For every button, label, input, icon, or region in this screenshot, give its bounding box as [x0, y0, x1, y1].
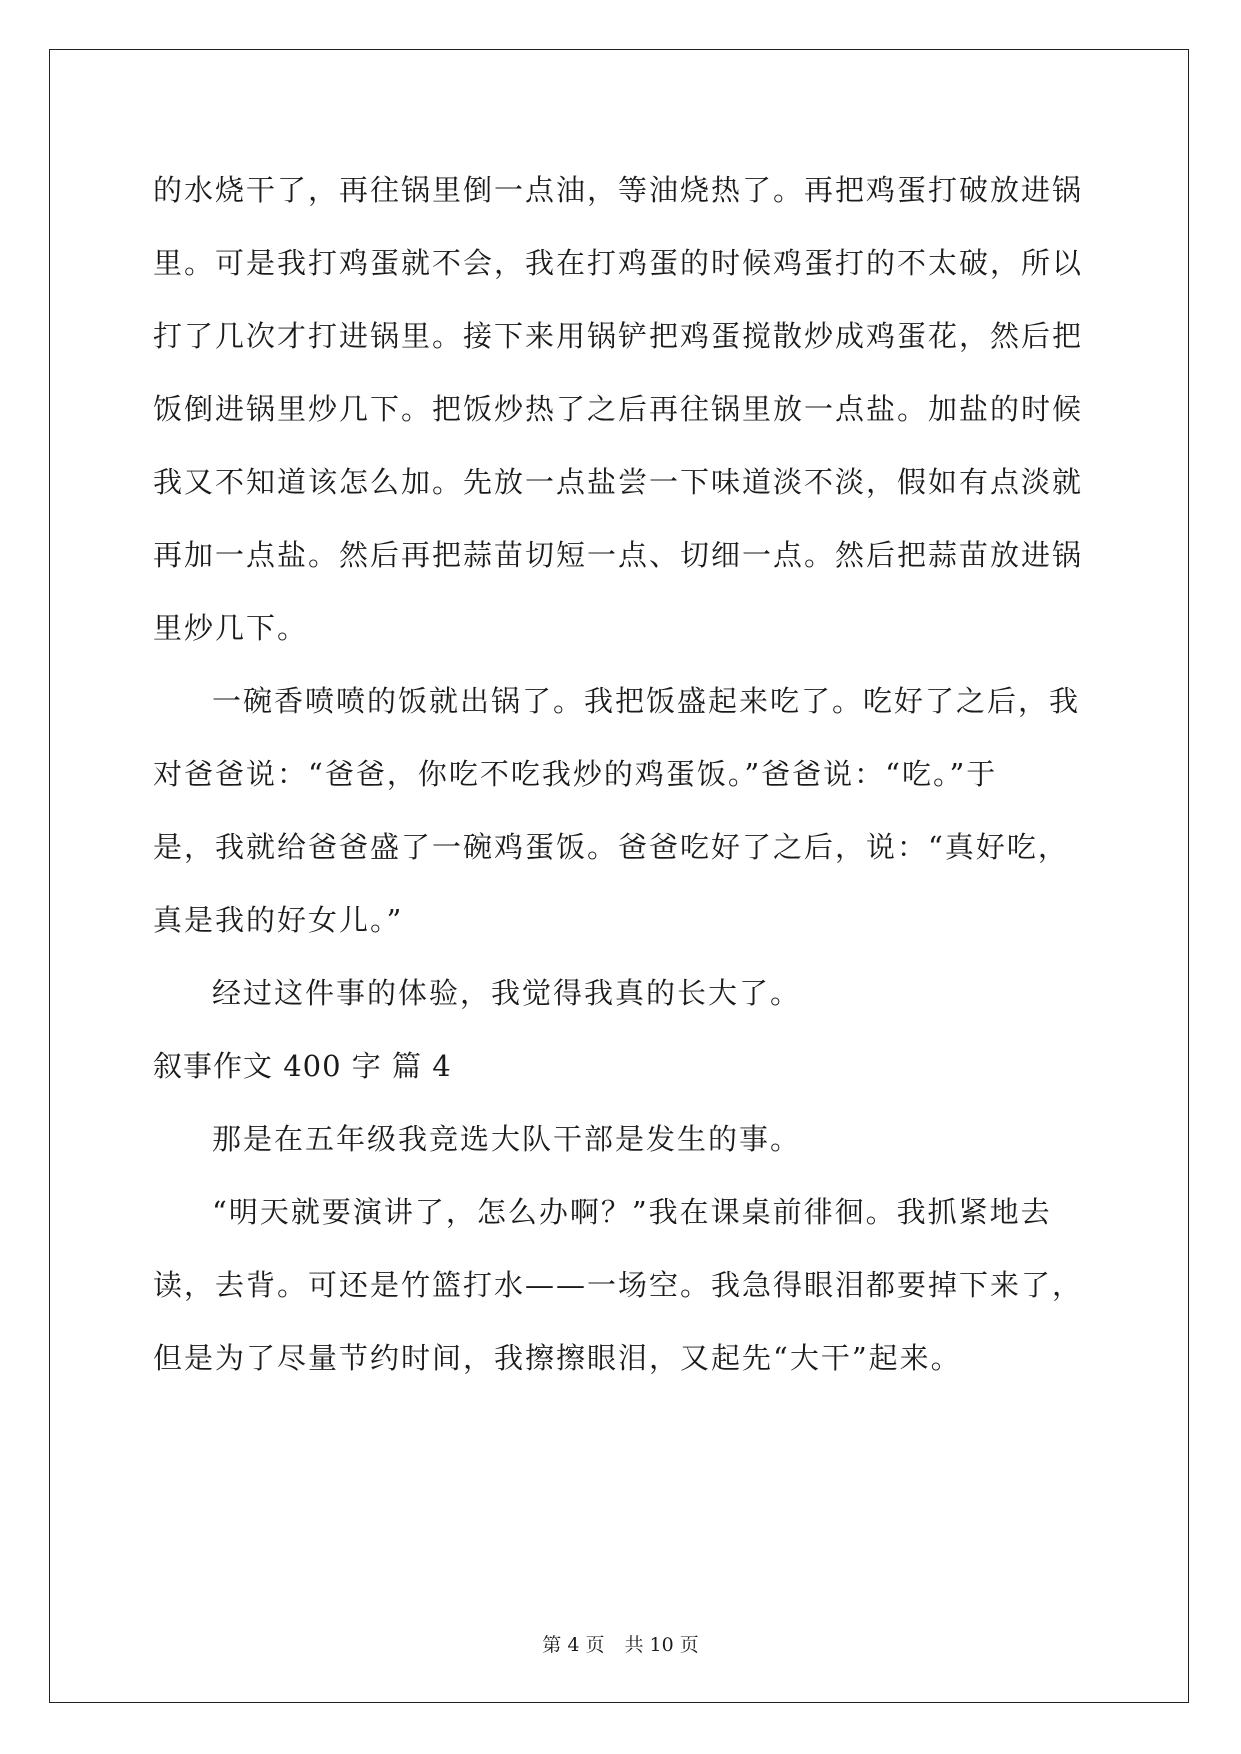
paragraph-line: 是，我就给爸爸盛了一碗鸡蛋饭。爸爸吃好了之后，说：“真好吃，: [153, 830, 1069, 864]
paragraph-line: 真是我的好女儿。”: [153, 903, 404, 937]
paragraph-line: 里炒几下。: [153, 611, 309, 645]
paragraph-line: 读，去背。可还是竹篮打水——一场空。我急得眼泪都要掉下来了，: [153, 1268, 1084, 1302]
current-page-number: 第 4 页: [542, 1634, 605, 1656]
paragraph-line: “明天就要演讲了，怎么办啊？”我在课桌前徘徊。我抓紧地去: [212, 1195, 1052, 1229]
paragraph-line: 但是为了尽量节约时间，我擦擦眼泪，又起先“大干”起来。: [153, 1341, 962, 1375]
page-footer: [0, 1633, 1241, 1657]
paragraph-line: 里。可是我打鸡蛋就不会，我在打鸡蛋的时候鸡蛋打的不太破，所以: [153, 246, 1084, 280]
paragraph-line: 经过这件事的体验，我觉得我真的长大了。: [212, 976, 802, 1010]
paragraph-line: 再加一点盐。然后再把蒜苗切短一点、切细一点。然后把蒜苗放进锅: [153, 538, 1084, 572]
total-pages: 共 10 页: [624, 1634, 699, 1656]
page-border: [49, 49, 1189, 1703]
paragraph-line: 打了几次才打进锅里。接下来用锅铲把鸡蛋搅散炒成鸡蛋花，然后把: [153, 319, 1084, 353]
paragraph-line: 我又不知道该怎么加。先放一点盐尝一下味道淡不淡，假如有点淡就: [153, 465, 1084, 499]
paragraph-line: 对爸爸说：“爸爸，你吃不吃我炒的鸡蛋饭。”爸爸说：“吃。”于: [153, 757, 998, 791]
section-heading: 叙事作文 400 字 篇 4: [153, 1049, 452, 1083]
paragraph-line: 那是在五年级我竞选大队干部是发生的事。: [212, 1122, 802, 1156]
paragraph-line: 的水烧干了，再往锅里倒一点油，等油烧热了。再把鸡蛋打破放进锅: [153, 173, 1084, 207]
paragraph-line: 饭倒进锅里炒几下。把饭炒热了之后再往锅里放一点盐。加盐的时候: [153, 392, 1084, 426]
paragraph-line: 一碗香喷喷的饭就出锅了。我把饭盛起来吃了。吃好了之后，我: [212, 684, 1081, 718]
